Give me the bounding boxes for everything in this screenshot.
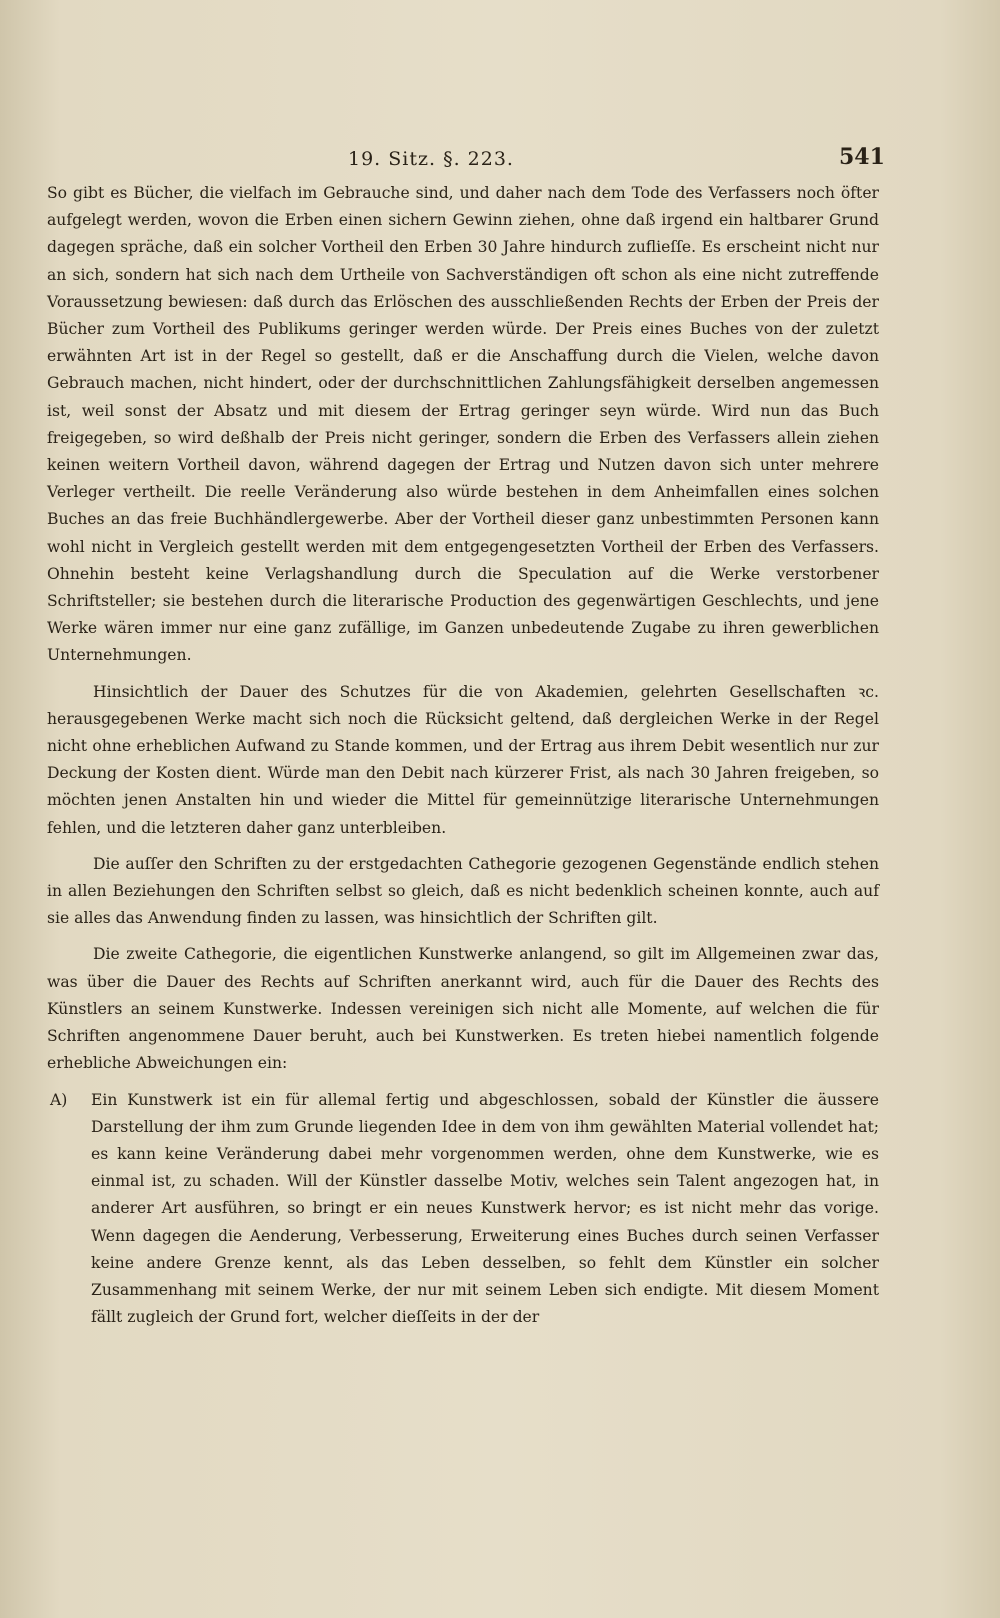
paragraph-1: So gibt es Bücher, die vielfach im Gebrauche sind, und daher nach dem Tode des Verfassers noch öfter aufgelegt werden, wovon die Erben einen sichern Gewinn ziehen, ohne daß irgend ein haltbarer Grund dagegen spräche, daß ein solcher Vortheil den Erben 30 Jahre hindurch zuflieſſe. Es erscheint nicht nur an sich, sondern hat sich nach dem Urtheile von Sachverständigen oft schon als eine nicht zutreffende Voraussetzung bewiesen: daß durch das Erlöschen des ausschließenden Rechts der Erben der Preis der Bücher zum Vortheil des Publikums geringer werden würde. Der Preis eines Buches von der zuletzt erwähnten Art ist in der Regel so gestellt, daß er die Anschaffung durch die Vielen, welche davon Gebrauch machen, nicht hindert, oder der durchschnittlichen Zahlungsfähigkeit derselben angemessen ist, weil sonst der Absatz und mit diesem der Ertrag geringer seyn würde. Wird nun das Buch freigegeben, so wird deßhalb der Preis nicht geringer, sondern die Erben des Verfassers allein ziehen keinen weitern Vortheil davon, während dagegen der Ertrag und Nutzen davon sich unter mehrere Verleger vertheilt. Die reelle Veränderung also würde bestehen in dem Anheimfallen eines solchen Buches an das freie Buchhändlergewerbe. Aber der Vortheil dieser ganz unbestimmten Personen kann wohl nicht in Vergleich gestellt werden mit dem entgegengesetzten Vortheil der Erben des Verfassers. Ohnehin besteht keine Verlagshandlung durch die Speculation auf die Werke verstorbener Schriftsteller; sie bestehen durch die literarische Production des gegenwärtigen Geschlechts, und jene Werke wären immer nur eine ganz zufällige, im Ganzen unbedeutende Zugabe zu ihren gewerblichen Unternehmungen.: [47, 184, 879, 665]
paragraph-4: Die zweite Cathegorie, die eigentlichen Kunstwerke anlangend, so gilt im Allgemeinen zwar das, was über die Dauer des Rechts auf Schriften anerkannt wird, auch für die Dauer des Rechts des Künstlers an seinem Kunstwerke. Indessen vereinigen sich nicht alle Momente, auf welchen die für Schriften angenommene Dauer beruht, auch bei Kunstwerken. Es treten hiebei namentlich folgende erhebliche Abweichungen ein:: [47, 945, 879, 1073]
list-item-text: Ein Kunstwerk ist ein für allemal fertig und abgeschlossen, sobald der Künstler die äussere Darstellung der ihm zum Grunde liegenden Idee in dem von ihm gewählten Material vollendet hat; es kann keine Veränderung dabei mehr vorgenommen werden, ohne dem Kunstwerke, wie es einmal ist, zu schaden. Will der Künstler dasselbe Motiv, welches sein Talent angezogen hat, in anderer Art ausführen, so bringt er ein neues Kunstwerk hervor; es ist nicht mehr das vorige. Wenn dagegen die Aenderung, Verbesserung, Erweiterung eines Buches durch seinen Verfasser keine andere Grenze kennt, als das Leben desselben, so fehlt dem Künstler ein solcher Zusammenhang mit seinem Werke, der nur mit seinem Leben sich endigte. Mit diesem Moment fällt zugleich der Grund fort, welcher dieſſeits in der der: [91, 1090, 879, 1327]
page-number: 541: [839, 144, 885, 170]
list-item-a: [47, 1087, 879, 1332]
page-header: [0, 140, 1000, 180]
paragraph-3: Die auſſer den Schriften zu der erstgedachten Cathegorie gezogenen Gegenstände endlich stehen in allen Beziehungen den Schriften selbst so gleich, daß es nicht bedenklich scheinen konnte, auch auf sie alles das Anwendung finden zu lassen, was hinsichtlich der Schriften gilt.: [47, 854, 879, 928]
list-item-marker: A): [50, 1090, 68, 1109]
paragraph-2: Hinsichtlich der Dauer des Schutzes für die von Akademien, gelehrten Gesellschaften ꝛc. herausgegebenen Werke macht sich noch die Rücksicht geltend, daß dergleichen Werke in der Regel nicht ohne erheblichen Aufwand zu Stande kommen, und der Ertrag aus ihrem Debit wesentlich nur zur Deckung der Kosten dient. Würde man den Debit nach kürzerer Frist, als nach 30 Jahren freigeben, so möchten jenen Anstalten hin und wieder die Mittel für gemeinnützige literarische Unternehmungen fehlen, und die letzteren daher ganz unterbleiben.: [47, 682, 879, 837]
running-head: 19. Sitz. §. 223.: [348, 148, 514, 170]
body-text: [47, 180, 879, 1340]
